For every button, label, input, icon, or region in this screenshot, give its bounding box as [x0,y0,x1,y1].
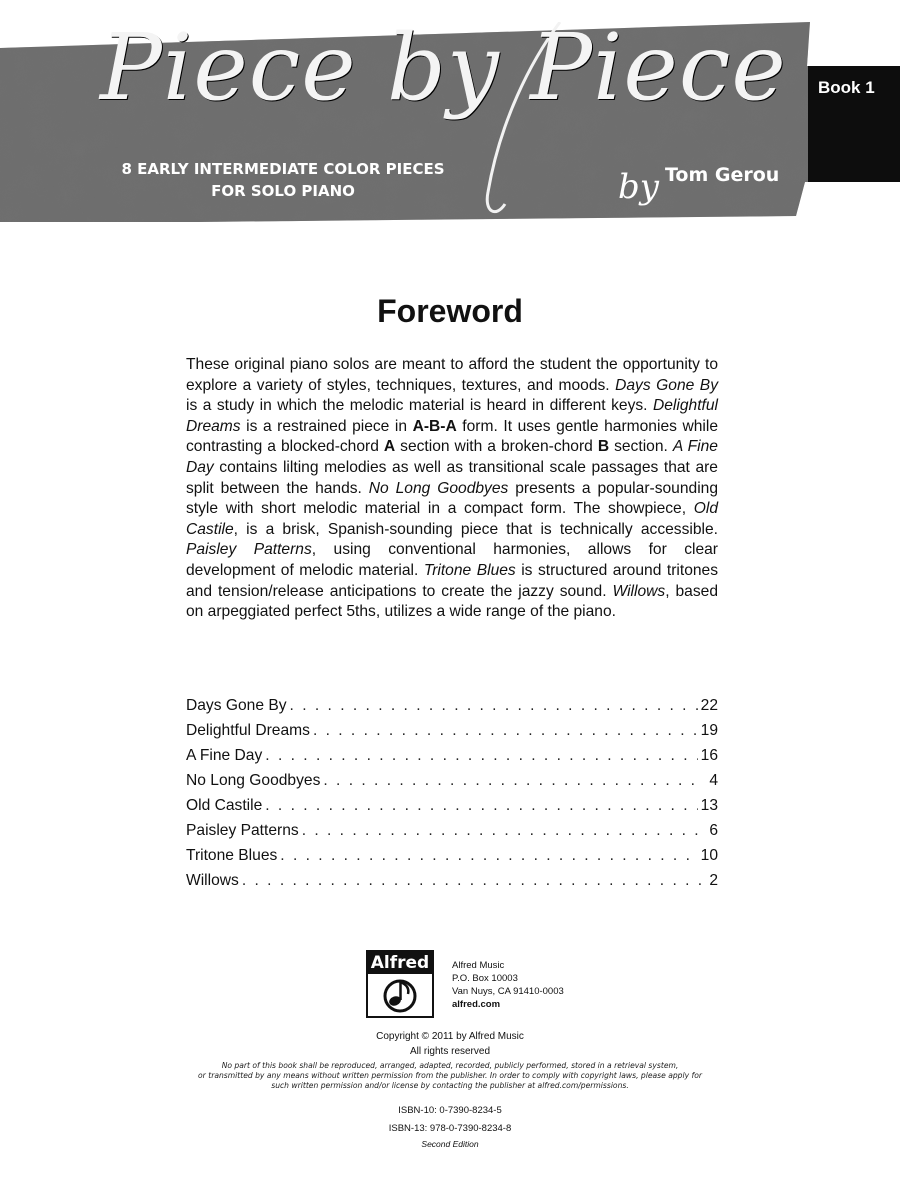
toc-title: Tritone Blues [186,847,278,864]
foreword-text-run: is a study in which the melodic material is heard in different keys. [186,397,653,415]
foreword-paragraph [186,355,718,623]
toc-leader-dots [302,822,701,840]
toc-entry [186,747,718,772]
foreword-heading: Foreword [377,293,523,329]
toc-leader-dots [265,797,697,815]
foreword-text-run: presents a popular-sounding style with short melodic material in a compact form. The showpiece, [186,479,719,518]
piece-title: A Fine Day [186,438,718,476]
piece-title: Tritone Blues [423,561,516,579]
toc-page-number: 22 [700,697,718,714]
foreword-text-run: , is a brisk, Spanish-sounding piece that is technically accessible. [233,520,718,538]
piece-title: Days Gone By [615,376,718,394]
piece-title: Old Castile [186,500,718,538]
toc-entry [186,872,718,897]
foreword-text-run: is structured around tritones and tension/release anticipations to create the jazzy sound. [186,561,719,600]
foreword-text-run: , using conventional harmonies, allows for clear development of melodic material. [186,541,718,579]
isbn-13: ISBN-13: 978-0-7390-8234-8 [388,1123,512,1134]
toc-page-number: 2 [709,872,718,889]
subtitle-line: FOR SOLO PIANO [211,182,355,200]
toc-entry [186,772,718,797]
foreword-text-run: section. [609,438,673,456]
subtitle-line: 8 EARLY INTERMEDIATE COLOR PIECES [121,160,445,178]
form-label: A-B-A [412,417,457,435]
foreword-text-run: These original piano solos are meant to afford the student the opportunity to explore a variety of styles, techniques, textures, and moods. [186,356,718,394]
toc-title: A Fine Day [186,747,263,764]
publisher-city: Van Nuys, CA 91410-0003 [452,986,564,997]
legal-line: such written permission and/or license by contacting the publisher at alfred.com/permissions. [271,1081,629,1090]
toc-entry [186,822,718,847]
toc-leader-dots [290,697,698,715]
toc-leader-dots [280,847,697,865]
toc-title: Old Castile [186,797,263,814]
copyright-line: Copyright © 2011 by Alfred Music [376,1031,524,1042]
publisher-box: P.O. Box 10003 [452,973,518,984]
publisher-website: alfred.com [452,999,501,1010]
toc-title: Willows [186,872,239,889]
book-number: Book 1 [818,78,875,97]
toc-page-number: 10 [700,847,718,864]
publisher-address [452,959,564,1011]
toc-page-number: 19 [700,722,718,739]
foreword-text-run: is a restrained piece in [240,417,413,435]
alfred-note-icon [374,978,426,1014]
form-label: A [383,438,396,456]
cover-title: Piece by Piece [100,14,787,121]
toc-leader-dots [323,772,701,790]
toc-title: No Long Goodbyes [186,772,321,789]
copyright-notice [0,1029,900,1059]
toc-title: Days Gone By [186,697,287,714]
toc-entry [186,797,718,822]
piece-title: Delightful Dreams [186,397,718,435]
toc-page-number: 13 [700,797,718,814]
foreword-text-run: contains lilting melodies as well as transitional scale passages that are split between the hands. [186,458,718,497]
logo-word: Alfred [368,952,432,974]
foreword-text [186,355,718,623]
author-name: Tom Gerou [665,164,780,186]
legal-line: or transmitted by any means without written permission from the publisher. In order to comply with copyright laws, please apply for [198,1071,702,1080]
isbn-10: ISBN-10: 0-7390-8234-5 [398,1105,502,1116]
legal-notice [0,1061,900,1091]
piece-title: Willows [612,582,666,600]
toc-page-number: 6 [709,822,718,839]
legal-line: No part of this book shall be reproduced, arranged, adapted, recorded, publicly performed, stored in a retrieval system, [221,1061,679,1070]
title-banner [0,14,900,222]
toc-entry [186,722,718,747]
toc-page-number: 16 [700,747,718,764]
form-label: B [597,438,610,456]
foreword-text-run: form. It uses gentle harmonies while contrasting a blocked-chord [186,417,718,456]
table-of-contents [186,697,718,897]
piece-title: Paisley Patterns [186,541,312,559]
toc-title: Paisley Patterns [186,822,299,839]
toc-leader-dots [242,872,701,890]
foreword-text-run: , based on arpeggiated perfect 5ths, utilizes a wide range of the piano. [186,582,718,621]
toc-leader-dots [313,722,698,740]
toc-leader-dots [265,747,697,765]
cover-subtitle [113,158,453,202]
toc-entry [186,697,718,722]
by-script: by [618,167,659,207]
foreword-text-run: section with a broken-chord [395,438,598,456]
toc-page-number: 4 [709,772,718,789]
rights-line: All rights reserved [409,1046,491,1057]
isbn-block [0,1102,900,1138]
alfred-logo [366,950,434,1018]
toc-entry [186,847,718,872]
piece-title: No Long Goodbyes [368,479,509,497]
publisher-name: Alfred Music [452,960,505,971]
toc-title: Delightful Dreams [186,722,310,739]
edition-label: Second Edition [421,1139,479,1149]
